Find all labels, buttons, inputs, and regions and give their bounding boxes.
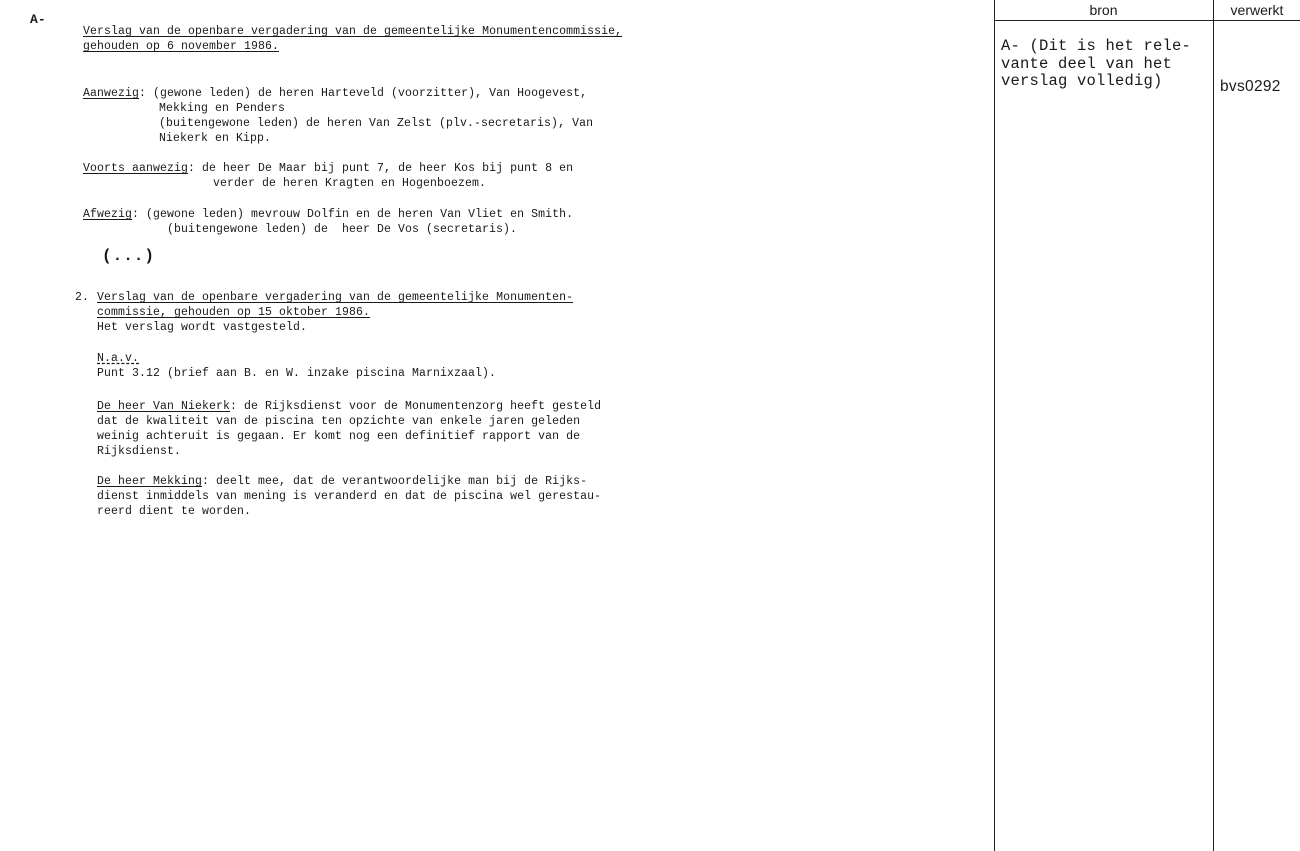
nav-label: N.a.v. [97, 352, 140, 365]
section-marker: A- [30, 12, 46, 27]
sidebar-header-divider [994, 20, 1300, 21]
niekerk-line-1 [97, 400, 601, 414]
source-note-line-1: A- (Dit is het rele- [1001, 37, 1192, 55]
voorts-label: Voorts aanwezig [83, 162, 189, 175]
mekking-line-1 [97, 475, 587, 489]
sidebar-column-divider [1213, 0, 1214, 851]
item-2-text: Het verslag wordt vastgesteld. [97, 321, 308, 334]
processed-code: bvs0292 [1220, 78, 1281, 95]
afwezig-line-1 [83, 208, 573, 222]
mekking-text: : deelt mee, dat de verantwoordelijke man bij de Rijks- [202, 475, 588, 488]
mekking-line-2: dienst inmiddels van mening is veranderd en dat de piscina wel gerestau- [97, 490, 602, 503]
voorts-line-2: verder de heren Kragten en Hogenboezem. [213, 177, 487, 190]
item-2-title-line-1: Verslag van de openbare vergadering van de gemeentelijke Monumenten- [97, 291, 574, 304]
aanwezig-line-4: Niekerk en Kipp. [159, 132, 272, 145]
niekerk-text: : de Rijksdienst voor de Monumentenzorg heeft gesteld [230, 400, 602, 413]
voorts-text: : de heer De Maar bij punt 7, de heer Kos bij punt 8 en [188, 162, 574, 175]
report-title-line-1: Verslag van de openbare vergadering van de gemeentelijke Monumentencommissie, [83, 25, 623, 38]
afwezig-label: Afwezig [83, 208, 133, 221]
aanwezig-line-1 [83, 87, 587, 101]
aanwezig-line-3: (buitengewone leden) de heren Van Zelst (plv.-secretaris), Van [159, 117, 594, 130]
afwezig-text: : (gewone leden) mevrouw Dolfin en de heren Van Vliet en Smith. [132, 208, 574, 221]
aanwezig-text: : (gewone leden) de heren Harteveld (voorzitter), Van Hoogevest, [139, 87, 588, 100]
omission-ellipsis: (...) [102, 247, 156, 265]
aanwezig-label: Aanwezig [83, 87, 140, 100]
report-title-line-2: gehouden op 6 november 1986. [83, 40, 280, 53]
niekerk-line-3: weinig achteruit is gegaan. Er komt nog een definitief rapport van de [97, 430, 581, 443]
aanwezig-line-2: Mekking en Penders [159, 102, 286, 115]
mekking-label: De heer Mekking [97, 475, 203, 488]
item-2-title-line-2: commissie, gehouden op 15 oktober 1986. [97, 306, 371, 319]
mekking-line-3: reerd dient te worden. [97, 505, 252, 518]
niekerk-line-4: Rijksdienst. [97, 445, 182, 458]
item-2-number: 2. [75, 291, 90, 304]
voorts-line-1 [83, 162, 573, 176]
afwezig-line-2: (buitengewone leden) de heer De Vos (secretaris). [167, 223, 518, 236]
sidebar-left-border [994, 0, 995, 851]
nav-text: Punt 3.12 (brief aan B. en W. inzake piscina Marnixzaal). [97, 367, 497, 380]
header-verwerkt: verwerkt [1230, 2, 1284, 18]
source-note-line-3: verslag volledig) [1001, 72, 1163, 90]
niekerk-line-2: dat de kwaliteit van de piscina ten opzichte van enkele jaren geleden [97, 415, 581, 428]
source-note [1001, 38, 1191, 91]
source-note-line-2: vante deel van het [1001, 54, 1173, 73]
header-bron: bron [1089, 2, 1118, 18]
niekerk-label: De heer Van Niekerk [97, 400, 231, 413]
